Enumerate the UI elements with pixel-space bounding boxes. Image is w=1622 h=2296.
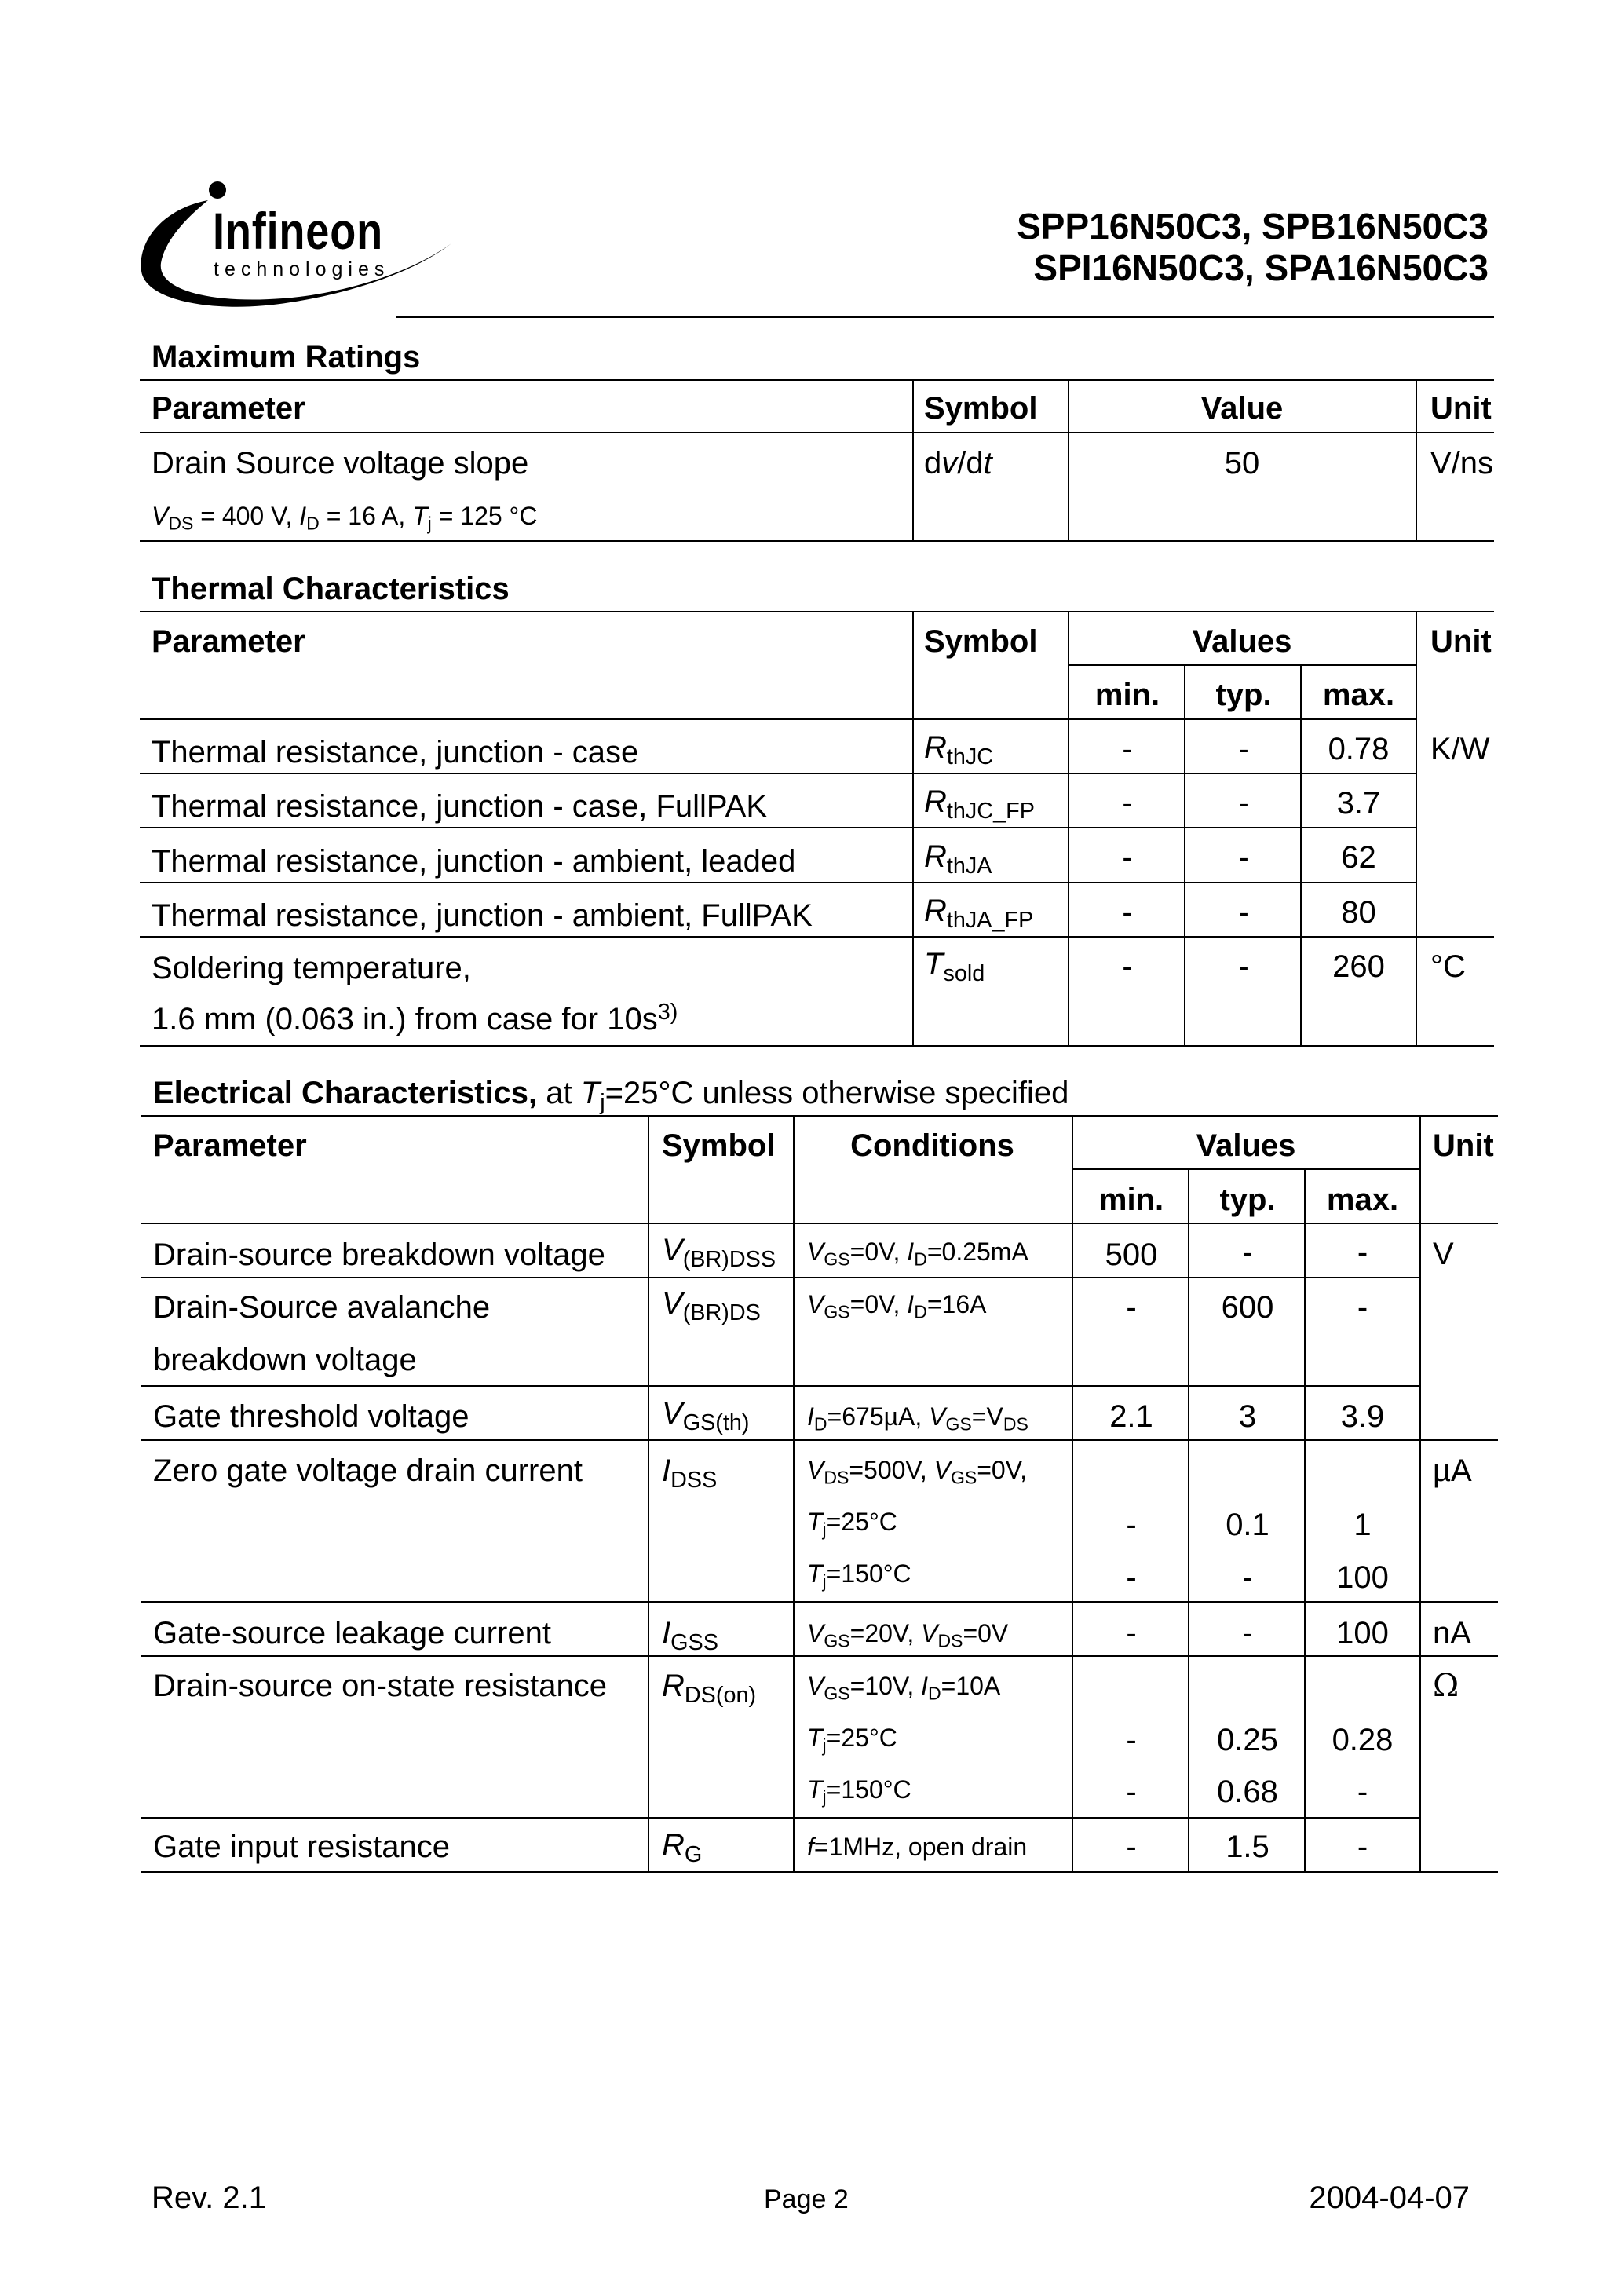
row-max: - (1357, 1830, 1368, 1864)
row-typ: - (1242, 1560, 1253, 1595)
row-parameter: Soldering temperature, (152, 951, 471, 985)
row-unit: Ω (1433, 1668, 1459, 1704)
col-header-conditions: Conditions (850, 1128, 1014, 1163)
row-max: - (1357, 1290, 1368, 1325)
col-divider (1184, 664, 1185, 1045)
section-title: Electrical Characteristics, at $T_j=25^\circ C$ unless otherwise specified (153, 1076, 1069, 1116)
row-min: - (1122, 786, 1133, 821)
row-condition-line2: $T_j=25^\circ C$ (807, 1724, 897, 1756)
row-min: - (1126, 1723, 1137, 1757)
row-symbol: $R_{DS(on)}$ (662, 1669, 757, 1709)
row-max: 100 (1336, 1616, 1389, 1651)
logo-subtext: technologies (214, 258, 390, 280)
col-divider (912, 611, 914, 1045)
col-header-unit: Unit (1430, 624, 1492, 659)
col-divider (912, 379, 914, 540)
table-rule (141, 1871, 1498, 1873)
row-condition-line3: $T_j=150^\circ C$ (807, 1559, 911, 1592)
row-parameter: Drain-source breakdown voltage (153, 1238, 605, 1272)
table-rule (140, 540, 1494, 542)
table-rule (140, 379, 1494, 381)
row-parameter: Thermal resistance, junction - ambient, leaded (152, 844, 796, 879)
infineon-logo (133, 177, 463, 326)
table-rule (141, 1817, 1419, 1819)
col-divider (1300, 664, 1302, 1045)
row-min: 2.1 (1109, 1399, 1153, 1434)
table-rule (141, 1655, 1498, 1657)
col-header-symbol: Symbol (924, 391, 1038, 426)
row-max: 0.78 (1328, 732, 1390, 766)
row-parameter-line2: 1.6 mm (0.063 in.) from case for $10s^{3)}$ (152, 1000, 678, 1036)
row-min: - (1126, 1290, 1137, 1325)
row-max: - (1357, 1235, 1368, 1270)
table-rule (140, 718, 1416, 720)
row-typ: 0.1 (1226, 1508, 1269, 1542)
row-max: 62 (1341, 840, 1376, 875)
table-rule (140, 1045, 1494, 1047)
row-condition-line2: $T_j=25^\circ C$ (807, 1508, 897, 1540)
row-min: - (1122, 949, 1133, 984)
row-parameter: Gate threshold voltage (153, 1399, 469, 1434)
row-typ: - (1242, 1235, 1253, 1270)
col-header-symbol: Symbol (924, 624, 1038, 659)
row-parameter: Gate input resistance (153, 1830, 450, 1864)
row-typ: 1.5 (1226, 1830, 1269, 1864)
row-unit: °C (1430, 949, 1466, 984)
row-unit: µA (1433, 1453, 1472, 1488)
table-rule (140, 432, 1494, 433)
col-divider (1068, 379, 1069, 540)
row-max: 3.7 (1336, 786, 1381, 821)
row-condition: $V_{GS}=10V$, $I_D=10A$ (807, 1672, 1001, 1704)
row-symbol: $R_G$ (662, 1828, 703, 1868)
row-parameter: Drain-Source avalanche (153, 1290, 491, 1325)
footer-date: 2004-04-07 (1309, 2181, 1470, 2215)
footer-page-number: Page 2 (764, 2184, 849, 2214)
col-divider (793, 1115, 795, 1871)
col-divider (1419, 1115, 1421, 1871)
row-typ: - (1238, 786, 1249, 821)
row-max: 1 (1353, 1508, 1372, 1542)
row-value: 50 (1224, 446, 1260, 481)
logo-text: Infineon (213, 202, 383, 260)
row-max: - (1357, 1775, 1368, 1809)
col-header-values: Values (1196, 1128, 1296, 1163)
row-typ: - (1238, 895, 1249, 930)
row-typ: 0.25 (1217, 1723, 1278, 1757)
row-symbol: $R_{thJA}$ (924, 839, 992, 879)
row-max: 260 (1332, 949, 1385, 984)
col-divider (1304, 1168, 1306, 1871)
row-symbol: $V_{GS(th)}$ (662, 1396, 750, 1436)
row-symbol: $V_{(BR)DSS}$ (662, 1233, 776, 1273)
table-rule (141, 1439, 1498, 1441)
row-symbol: $I_{DSS}$ (662, 1453, 718, 1493)
row-min: - (1126, 1830, 1137, 1864)
row-min: - (1122, 895, 1133, 930)
col-divider (1416, 611, 1417, 1045)
row-condition-line3: $T_j=150^\circ C$ (807, 1775, 911, 1808)
row-min: - (1126, 1560, 1137, 1595)
row-condition: $V_{GS}=0V$, $I_D=16A$ (807, 1290, 987, 1322)
section-title: Thermal Characteristics (152, 572, 510, 606)
col-header-unit: Unit (1430, 391, 1492, 426)
table-rule (1068, 664, 1416, 666)
row-condition: $I_D=675\mu A$, $V_{GS}=V_{DS}$ (807, 1402, 1028, 1435)
row-max: 3.9 (1340, 1399, 1385, 1434)
row-parameter: Drain-source on-state resistance (153, 1669, 608, 1703)
row-typ: - (1238, 840, 1249, 875)
col-header-values: Values (1192, 624, 1292, 659)
row-min: - (1126, 1508, 1137, 1542)
row-parameter: Thermal resistance, junction - ambient, FullPAK (152, 898, 813, 933)
row-parameter: Thermal resistance, junction - case, FullPAK (152, 789, 768, 824)
col-header-symbol: Symbol (662, 1128, 776, 1163)
row-min: - (1126, 1616, 1137, 1651)
row-min: - (1122, 732, 1133, 766)
footer-revision: Rev. 2.1 (152, 2181, 266, 2215)
row-typ: - (1242, 1616, 1253, 1651)
table-rule (140, 882, 1416, 883)
col-header-min: min. (1098, 1183, 1164, 1217)
part-numbers-line1: SPP16N50C3, SPB16N50C3 (1017, 206, 1489, 247)
col-divider (648, 1115, 649, 1871)
row-unit: V/ns (1430, 446, 1494, 481)
row-condition: $V_{DS} = 400$ V, $I_D = 16$ A, $T_j = 125$ °C (152, 502, 538, 534)
row-symbol: $R_{thJA\_FP}$ (924, 894, 1034, 934)
row-min: - (1126, 1775, 1137, 1809)
table-rule (141, 1223, 1498, 1224)
row-symbol: $T_{sold}$ (924, 947, 985, 987)
row-symbol: $I_{GSS}$ (662, 1616, 718, 1656)
col-header-max: max. (1326, 1183, 1399, 1217)
row-typ: 0.68 (1217, 1775, 1278, 1809)
part-numbers-line2: SPI16N50C3, SPA16N50C3 (1033, 247, 1489, 288)
col-header-min: min. (1094, 678, 1160, 712)
table-rule (141, 1601, 1498, 1603)
row-condition: $V_{GS}=0V$, $I_D=0.25mA$ (807, 1238, 1028, 1270)
row-symbol: $R_{thJC}$ (924, 730, 994, 770)
col-divider (1416, 379, 1417, 540)
col-header-typ: typ. (1219, 1183, 1276, 1217)
table-rule (141, 1385, 1419, 1387)
col-header-parameter: Parameter (153, 1128, 307, 1163)
row-typ: 3 (1238, 1399, 1257, 1434)
row-condition: $V_{GS}=20V$, $V_{DS}=0V$ (807, 1619, 1009, 1651)
row-parameter-line2: breakdown voltage (153, 1343, 417, 1377)
col-divider (1072, 1115, 1073, 1871)
col-header-parameter: Parameter (152, 391, 305, 426)
col-header-parameter: Parameter (152, 624, 305, 659)
row-max: 100 (1336, 1560, 1389, 1595)
section-title: Maximum Ratings (152, 340, 421, 375)
row-unit: nA (1433, 1616, 1471, 1651)
header-rule (396, 316, 1494, 318)
row-parameter: Zero gate voltage drain current (153, 1453, 583, 1488)
row-max: 0.28 (1332, 1723, 1394, 1757)
table-rule (140, 611, 1494, 612)
row-unit: V (1433, 1237, 1454, 1271)
row-symbol: dv/dt (924, 446, 992, 481)
row-parameter: Drain Source voltage slope (152, 446, 529, 481)
table-rule (140, 773, 1416, 774)
row-typ: 600 (1221, 1290, 1274, 1325)
row-min: - (1122, 840, 1133, 875)
table-rule (140, 936, 1494, 938)
table-rule (1072, 1168, 1419, 1170)
table-rule (140, 827, 1416, 828)
row-condition: $V_{DS}=500V$, $V_{GS}=0V$, (807, 1456, 1028, 1488)
col-header-typ: typ. (1215, 678, 1272, 712)
col-header-unit: Unit (1433, 1128, 1494, 1163)
row-typ: - (1238, 949, 1249, 984)
row-unit: K/W (1430, 732, 1490, 766)
row-typ: - (1238, 732, 1249, 766)
col-divider (1068, 611, 1069, 1045)
table-rule (141, 1115, 1498, 1117)
row-symbol: $R_{thJC\_FP}$ (924, 784, 1035, 824)
row-symbol: $V_{(BR)DS}$ (662, 1286, 761, 1326)
col-header-max: max. (1322, 678, 1395, 712)
col-header-value: Value (1200, 391, 1284, 426)
row-parameter: Gate-source leakage current (153, 1616, 551, 1651)
row-max: 80 (1341, 895, 1376, 930)
row-condition: f=1MHz, open drain (807, 1833, 1028, 1861)
row-parameter: Thermal resistance, junction - case (152, 735, 639, 770)
row-min: 500 (1105, 1238, 1158, 1272)
col-divider (1188, 1168, 1189, 1871)
table-rule (141, 1277, 1419, 1278)
